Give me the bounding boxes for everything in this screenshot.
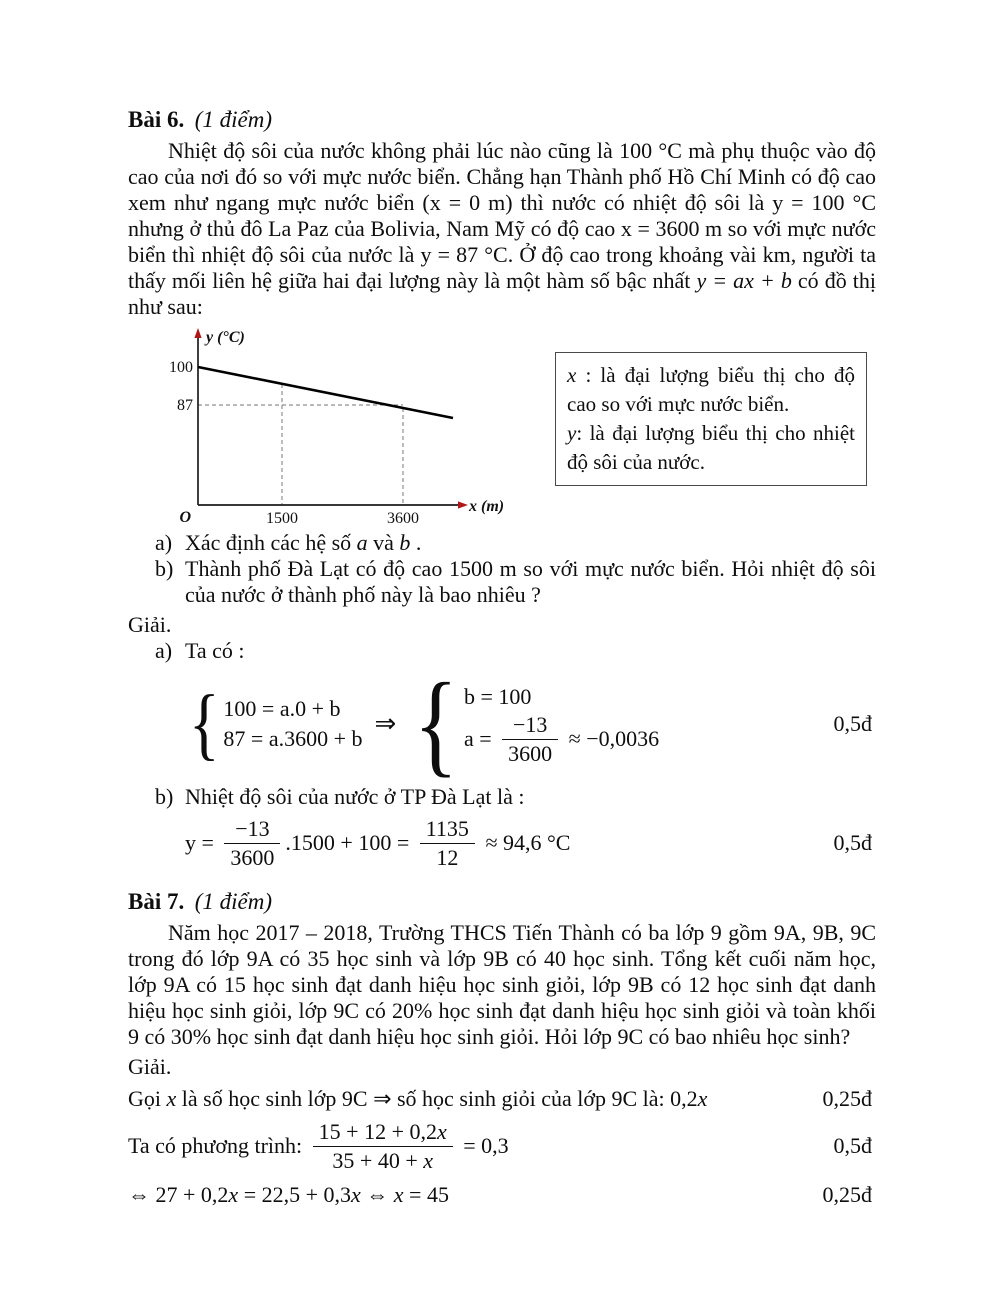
solution7-line3 <box>128 1182 876 1208</box>
solution-label-7: Giải. <box>128 1054 172 1079</box>
question-a <box>155 530 876 556</box>
equation-b-row <box>185 814 876 872</box>
y-tick-87: 87 <box>177 397 193 414</box>
x-axis-arrow-icon <box>458 501 468 508</box>
system-right <box>408 660 660 788</box>
qa-seg0: Xác định các hệ số <box>185 530 357 555</box>
qa-seg4: . <box>410 530 422 555</box>
score-7-1: 0,25đ <box>822 1086 872 1111</box>
eq-b-tail: ≈ 94,6 °C <box>479 830 571 855</box>
y-tick-100: 100 <box>169 359 193 376</box>
note-line-x <box>567 361 861 419</box>
fraction-b2-num: 1135 <box>420 816 475 844</box>
s7l1-seg0: Gọi <box>128 1086 167 1111</box>
fraction-b1-den: 3600 <box>230 844 275 870</box>
temperature-line <box>198 367 453 418</box>
solution-a-row <box>155 638 876 664</box>
system-left-lines <box>223 694 362 754</box>
equation-b <box>185 816 570 871</box>
s7l3-seg6: = 45 <box>403 1182 449 1207</box>
solution-label-6: Giải. <box>128 612 172 637</box>
fraction-7-den <box>313 1147 453 1174</box>
sol7-l2-label: Ta có phương trình: <box>128 1133 308 1158</box>
problem6-heading <box>128 106 876 134</box>
sol7-l2-rhs: = 0,3 <box>457 1133 509 1158</box>
implies-symbol: ⇒ <box>374 709 397 738</box>
fraction-a-den: 3600 <box>508 740 553 766</box>
content-column <box>128 106 882 1208</box>
problem7-points: (1 điểm) <box>194 889 273 914</box>
question-b-marker: b) <box>155 556 174 581</box>
sol7-l3 <box>128 1182 449 1208</box>
solution-b-text: Nhiệt độ sôi của nước ở TP Đà Lạt là : <box>185 784 525 809</box>
s7l3-seg0: ⇔ 27 + 0,2 <box>128 1182 229 1207</box>
fraction-b2 <box>420 816 475 871</box>
fraction-7-num <box>313 1119 453 1147</box>
fraction-a <box>502 712 558 767</box>
x-tick-3600: 3600 <box>387 510 419 527</box>
s7l3-seg4: ⇔ <box>360 1182 394 1207</box>
solution-a-marker: a) <box>155 638 173 663</box>
problem6-points: (1 điểm) <box>194 107 273 132</box>
fraction-7 <box>313 1119 453 1174</box>
eq-b-lhs: y = <box>185 830 220 855</box>
note-text-x: : là đại lượng biểu thị cho độ cao so với mực nước biển. <box>567 363 861 416</box>
system1-line1: 100 = a.0 + b <box>223 696 341 721</box>
equation-a-row <box>185 660 876 788</box>
s7l3-seg2: = 22,5 + 0,3 <box>238 1182 352 1207</box>
qa-var-b: b <box>399 530 411 555</box>
qa-seg2: và <box>367 530 400 555</box>
left-brace-2: { <box>413 660 459 788</box>
s7l3-var-x1: x <box>228 1182 239 1207</box>
x-tick-1500: 1500 <box>266 510 298 527</box>
problem6-label: Bài 6. <box>128 107 185 132</box>
s7l3-var-x2: x <box>351 1182 361 1207</box>
note-box <box>555 352 867 486</box>
y-axis-label: y (°C) <box>206 329 245 346</box>
question-a-marker: a) <box>155 530 173 555</box>
problem7-heading <box>128 888 876 916</box>
note-text-y: : là đại lượng biểu thị cho nhiệt độ sôi của nước. <box>567 421 861 474</box>
y-axis-arrow-icon <box>194 328 201 338</box>
f7-num-var-x: x <box>436 1118 447 1144</box>
solution7-line2 <box>128 1118 876 1174</box>
fraction-a-num: −13 <box>502 712 558 740</box>
solution-b-marker: b) <box>155 784 174 809</box>
f7-den-var-x: x <box>423 1147 433 1173</box>
problem6-intro <box>128 138 882 320</box>
question-b-text: Thành phố Đà Lạt có độ cao 1500 m so với mực nước biển. Hỏi nhiệt độ sôi của nước ở thành phố này là bao nhiêu ? <box>185 556 882 607</box>
boiling-point-graph <box>155 328 527 528</box>
s7l1-seg2: là số học sinh lớp 9C ⇒ số học sinh giỏi của lớp 9C là: 0,2 <box>176 1086 698 1111</box>
f7-den-seg0: 35 + 40 + <box>332 1147 424 1173</box>
s7l1-var-x2: x <box>697 1086 708 1111</box>
s7l1-var-x1: x <box>166 1086 177 1111</box>
intro-math-expression: y = ax + b <box>696 268 792 293</box>
solution-a-text: Ta có : <box>185 638 245 663</box>
solution-b-row <box>155 784 876 810</box>
question-a-text <box>185 530 876 556</box>
qa-var-a: a <box>356 530 368 555</box>
problem7-intro: Năm học 2017 – 2018, Trường THCS Tiến Thành có ba lớp 9 gồm 9A, 9B, 9C trong đó lớp 9A có 35 học sinh và lớp 9B có 40 học sinh. Tổng kết cuối năm học, lớp 9A có 15 học sinh đạt danh hiệu học sinh giỏi, lớp 9B có 12 học sinh đạt danh hiệu học sinh giỏi, lớp 9C có 20% học sinh đạt danh hiệu học sinh giỏi và toàn khối 9 có 30% học sinh đạt danh hiệu học sinh giỏi. Hỏi lớp 9C có bao nhiêu học sinh? <box>128 920 882 1049</box>
fraction-b2-den: 12 <box>436 844 459 870</box>
fraction-b1-num: −13 <box>224 816 280 844</box>
system2-line2 <box>464 712 659 767</box>
f7-num-seg0: 15 + 12 + 0,2 <box>318 1118 437 1144</box>
s7l3-var-x3: x <box>393 1182 404 1207</box>
intro-text-post: có đồ thị như sau: <box>128 268 882 319</box>
score-a: 0,5đ <box>833 711 872 736</box>
problem7-label: Bài 7. <box>128 889 185 914</box>
intro-text-pre: Nhiệt độ sôi của nước không phải lúc nào cũng là 100 °C mà phụ thuộc vào độ cao của nơi đó so với mực nước biển. Chẳng hạn Thành phố Hồ Chí Minh có độ cao xem như ngang mực nước biển (x = 0 m) thì nước có nhiệt độ sôi là y = 100 °C nhưng ở thủ đô La Paz của Bolivia, Nam Mỹ có độ cao x = 3600 m so với mực nước biển thì nhiệt độ sôi của nước là y = 87 °C. Ở độ cao trong khoảng vài km, người ta thấy mối liên hệ giữa hai đại lượng này là một hàm số bậc nhất <box>128 138 882 293</box>
x-axis-label: x (m) <box>469 498 505 515</box>
eq-b-mid: .1500 + 100 = <box>285 830 415 855</box>
fraction-b1 <box>224 816 280 871</box>
note-var-y: y <box>567 421 577 445</box>
note-var-x: x <box>567 363 577 387</box>
system-left <box>185 680 363 768</box>
question-b <box>155 556 882 608</box>
system2-line1: b = 100 <box>463 683 532 709</box>
system1-line2: 87 = a.3600 + b <box>223 726 363 751</box>
note-line-y <box>567 419 861 477</box>
system-right-lines <box>464 682 659 767</box>
system2-line2-lhs: a = <box>463 726 498 751</box>
origin-label: O <box>179 509 191 526</box>
figure-row <box>128 328 876 530</box>
left-brace-1: { <box>188 680 220 768</box>
score-7-3: 0,25đ <box>822 1182 872 1207</box>
score-b: 0,5đ <box>833 830 872 855</box>
system2-line2-tail: ≈ −0,0036 <box>563 726 660 751</box>
sol7-l1 <box>128 1086 707 1112</box>
score-7-2: 0,5đ <box>833 1133 872 1158</box>
solution7-line1 <box>128 1086 876 1112</box>
